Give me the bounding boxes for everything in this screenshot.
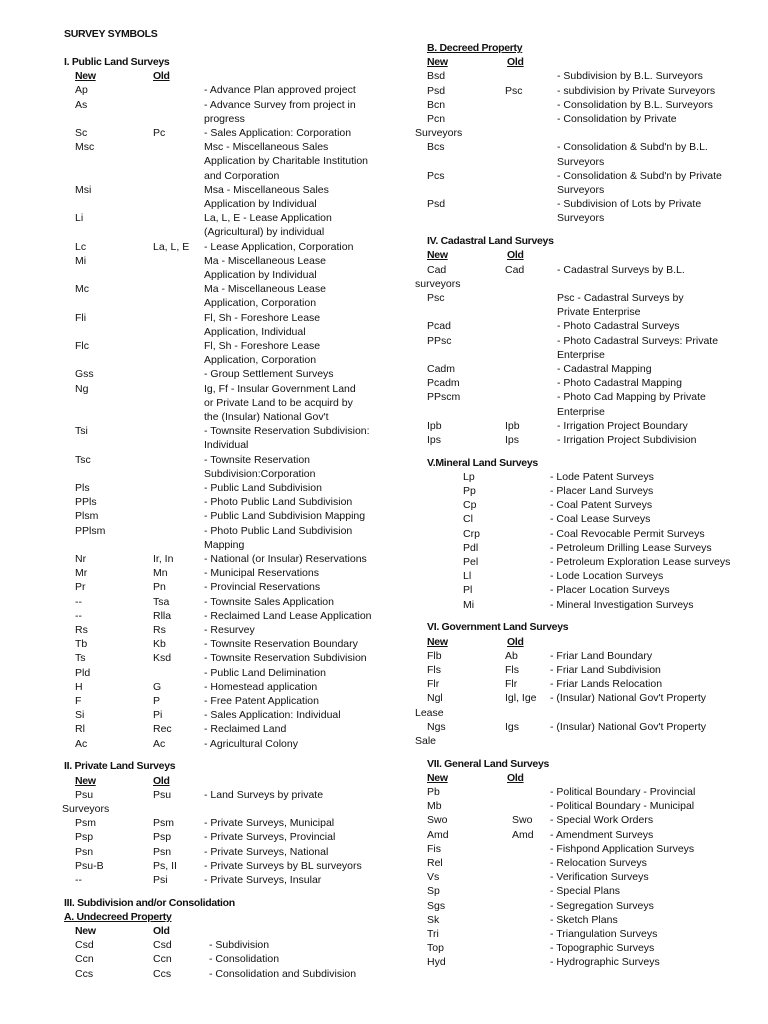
symbol-description: - Private Surveys by BL surveyors [204,859,362,872]
symbol-new: Ts [75,652,86,665]
symbol-description: - Municipal Reservations [204,567,319,580]
symbol-description: the (Insular) National Gov't [204,411,329,423]
symbol-old: Igl, Ige [505,692,537,705]
symbol-new: Amd [427,828,449,841]
symbol-new: Mr [75,567,88,580]
symbol-old: Mn [153,567,168,580]
symbol-description: - Consolidation by B.L. Surveyors [557,98,713,111]
symbol-new: Psd [427,198,446,211]
symbol-description: - Amendment Surveys [550,828,654,841]
symbol-description: Psc - Cadastral Surveys by [557,291,684,304]
section-heading: VI. Government Land Surveys [427,621,569,634]
symbol-new: Rel [427,857,443,870]
symbol-new: Psn [75,845,94,858]
symbol-description: Application, Corporation [204,297,317,310]
symbol-new: Ipb [427,419,442,432]
symbol-description: - Cadastral Mapping [557,362,652,375]
symbol-description: - Subdivision of Lots by Private [557,198,702,211]
symbol-description: - Political Boundary - Provincial [550,786,696,799]
symbol-description: - Private Surveys, Municipal [204,817,335,830]
symbol-description: - Photo Public Land Subdivision [204,524,353,537]
symbol-new: Flc [75,340,89,352]
symbol-description: - Photo Public Land Subdivision [204,496,353,509]
symbol-new: Crp [463,527,480,540]
symbol-description: - Petroleum Exploration Lease surveys [550,556,731,569]
symbol-old: La, L, E [153,240,190,253]
symbol-description: - Placer Land Surveys [550,485,654,498]
symbol-new: PPsc [427,334,452,347]
symbol-description: Lease [415,706,444,719]
symbol-description: - Consolidation and Subdivision [209,967,357,980]
symbol-new: Bsd [427,70,446,83]
symbol-description: - Townsite Reservation Boundary [204,638,358,651]
symbol-new: Gss [75,368,94,381]
symbol-old: Psm [153,817,174,830]
section-heading: V.Mineral Land Surveys [427,456,538,469]
symbol-old: Rlla [153,609,172,622]
symbol-description: - Private Surveys, Insular [204,873,322,886]
column-header-new: New [427,635,448,648]
symbol-new: Ap [75,84,88,97]
symbol-old: Ccn [153,953,172,966]
symbol-new: Pr [75,581,86,594]
symbol-description: - Consolidation & Subd'n by Private [557,169,722,182]
symbol-old: Igs [505,720,520,733]
column-header-new: New [75,70,96,83]
symbol-old: Pc [153,127,166,139]
symbol-new: Pdl [463,541,479,554]
section-heading: I. Public Land Surveys [64,56,170,68]
symbol-new: H [75,680,83,693]
symbol-description: - Homestead application [204,680,318,693]
symbol-description: - Public Land Delimination [204,666,326,679]
symbol-old: Ac [153,737,166,750]
symbol-description: Application by Charitable Institution [204,155,369,168]
symbol-new: Fis [427,842,441,855]
symbol-description: - Hydrographic Surveys [550,956,660,969]
symbol-description: Msa - Miscellaneous Sales [204,183,329,196]
symbol-new: Tri [427,928,439,941]
symbol-new: Hyd [427,956,446,969]
symbol-new: -- [75,595,82,608]
symbol-description: Surveyors [415,127,463,140]
symbol-description: - Townsite Reservation [204,453,311,466]
section-heading: B. Decreed Property [427,42,523,54]
symbol-new: F [75,695,82,707]
symbol-description: - Sales Application: Corporation [204,127,352,139]
symbol-old: Psp [153,831,172,844]
symbol-new: Msc [75,141,95,154]
column-header-old: Old [507,771,524,784]
symbol-new: Ac [75,737,88,750]
symbol-new: Fli [75,311,87,324]
symbol-description: - Consolidation by Private [557,113,677,125]
symbol-new: Si [75,709,85,722]
symbol-description: - Group Settlement Surveys [204,368,334,381]
column-header-old: Old [153,925,170,938]
symbol-description: and Corporation [204,169,280,182]
symbol-description: - (Insular) National Gov't Property [550,720,707,733]
symbol-description: Application, Corporation [204,354,317,367]
symbol-description: - (Insular) National Gov't Property [550,692,707,705]
symbol-description: - Townsite Reservation Subdivision [204,652,367,665]
symbol-new: Ll [463,570,472,583]
symbol-description: - Relocation Surveys [550,857,647,870]
column-header-old: Old [507,635,524,648]
symbol-new: Csd [75,939,94,952]
symbol-new: PPlsm [75,524,106,537]
symbol-description: - Petroleum Drilling Lease Surveys [550,541,712,554]
symbol-description: Surveyors [557,155,605,168]
symbol-description: - Subdivision [209,939,270,952]
symbol-new: -- [75,873,82,886]
symbol-new: Pcs [427,169,445,182]
symbol-old: Cad [505,263,525,276]
symbol-new: As [75,98,88,111]
section-heading: III. Subdivision and/or Consolidation [64,896,235,909]
symbol-description: - Political Boundary - Municipal [550,800,695,813]
symbol-new: Cl [463,513,473,526]
symbol-description: - Public Land Subdivision Mapping [204,510,366,523]
symbol-description: Surveyors [62,802,110,815]
symbol-description: or Private Land to be acquird by [204,396,353,409]
symbol-new: Pp [463,485,476,498]
symbol-description: - Townsite Reservation Subdivision: [204,425,370,438]
symbol-new: Swo [427,814,448,827]
symbol-description: - Cadastral Surveys by B.L. [557,263,685,276]
symbol-new: Pl [463,584,473,597]
column-header-old: Old [507,249,524,262]
symbol-new: Msi [75,183,92,196]
symbol-description: - Mineral Investigation Surveys [550,598,694,611]
symbol-new: Pls [75,482,90,494]
symbol-new: Ngs [427,720,446,733]
symbol-description: surveyors [415,277,461,290]
symbol-description: - Reclaimed Land [204,723,287,736]
symbol-new: Tb [75,638,88,651]
symbol-new: Bcn [427,98,446,111]
symbol-description: - Verification Surveys [550,871,649,884]
symbol-new: Psu-B [75,859,104,872]
symbol-new: Tsc [75,453,91,466]
symbol-old: Rs [153,624,166,636]
symbol-old: Ab [505,649,518,662]
column-header-new: New [75,925,96,938]
symbol-new: Psp [75,831,94,844]
symbol-new: Psm [75,817,96,830]
column-header-new: New [427,771,448,784]
symbol-old: Psi [153,873,168,886]
symbol-description: - Sketch Plans [550,913,618,926]
section-heading: II. Private Land Surveys [64,760,176,773]
symbol-new: Sc [75,127,88,139]
symbol-old: Ips [505,433,520,446]
symbol-description: Ig, Ff - Insular Government Land [204,382,356,395]
column-header-new: New [75,774,96,787]
symbol-description: Individual [204,439,249,452]
symbol-new: -- [75,609,82,622]
symbol-new: Fls [427,663,441,676]
symbol-new: Flr [427,678,440,691]
symbol-description: - Private Surveys, Provincial [204,831,336,844]
symbol-old: Psu [153,788,172,801]
symbol-new: Flb [427,649,442,662]
symbol-description: Ma - Miscellaneous Lease [204,283,326,296]
symbol-description: - Friar Lands Relocation [550,678,663,691]
symbol-new: Mb [427,800,442,813]
symbol-description: - Photo Cadastral Surveys: Private [557,334,719,347]
symbol-old: Ccs [153,967,172,980]
symbol-description: - Photo Cadastral Surveys [557,320,680,333]
symbol-new: Plsm [75,510,99,523]
symbol-description: Mapping [204,538,245,551]
symbol-description: - Reclaimed Land Lease Application [204,609,372,622]
symbol-description: - Coal Lease Surveys [550,513,651,526]
symbol-new: Pcadm [427,377,460,390]
column-header-old: Old [153,70,170,83]
symbol-new: Lp [463,470,475,483]
symbol-new: Sk [427,913,440,926]
symbol-new: Sgs [427,899,446,912]
symbol-description: - Resurvey [204,624,255,636]
symbol-description: - Topographic Surveys [550,942,655,955]
column-header-old: Old [153,774,170,787]
symbol-new: Mc [75,283,89,296]
symbol-new: Pld [75,666,91,679]
symbol-description: - Free Patent Application [204,695,319,707]
symbol-old: Pn [153,581,166,594]
symbol-new: Vs [427,871,440,884]
symbol-old: Pi [153,709,163,722]
symbol-new: Ips [427,433,442,446]
symbol-new: Li [75,212,84,225]
symbol-description: - Consolidation [209,953,280,966]
symbol-new: Sp [427,885,440,898]
symbol-old: Amd [512,828,534,841]
symbol-old: Swo [512,814,533,827]
symbol-description: - Triangulation Surveys [550,928,658,941]
symbol-new: Mi [75,254,87,267]
symbol-new: PPls [75,496,97,509]
symbol-new: Rs [75,624,88,636]
column-header-new: New [427,249,448,262]
symbol-old: Ir, In [153,553,174,565]
symbol-description: Private Enterprise [557,306,641,319]
symbol-new: Tsi [75,425,88,438]
symbol-new: Psd [427,84,446,97]
symbol-new: Mi [463,598,475,611]
symbol-description: Application by Individual [204,198,317,210]
symbol-old: G [153,680,162,693]
symbol-description: Ma - Miscellaneous Lease [204,254,326,267]
symbol-new: Cad [427,263,447,276]
symbol-description: - Lease Application, Corporation [204,240,354,253]
symbol-description: - Irrigation Project Boundary [557,419,688,432]
symbol-new: Cp [463,499,477,512]
symbol-description: Enterprise [557,348,605,361]
symbol-description: - Fishpond Application Surveys [550,842,695,855]
symbol-description: - Public Land Subdivision [204,482,322,494]
symbol-old: Csd [153,939,172,952]
symbol-description: - Advance Plan approved project [204,84,356,97]
symbol-description: Sale [415,734,437,747]
symbol-description: - Land Surveys by private [204,788,324,801]
symbol-new: Pcn [427,113,446,125]
symbol-description: - Agricultural Colony [204,737,298,750]
symbol-old: Flr [505,678,518,691]
symbol-old: Fls [505,663,519,676]
symbol-description: Fl, Sh - Foreshore Lease [204,311,321,324]
symbol-new: Cadm [427,362,456,375]
symbol-description: Application, Individual [204,325,306,338]
symbol-description: - Private Surveys, National [204,845,329,858]
symbol-old: P [153,695,161,707]
symbol-old: Ksd [153,652,172,665]
symbol-description: La, L, E - Lease Application [204,212,332,225]
symbol-new: Psu [75,788,94,801]
symbol-description: - Friar Land Subdivision [550,663,661,676]
symbol-new: Top [427,942,444,955]
symbol-old: Rec [153,723,172,736]
page-title: SURVEY SYMBOLS [64,28,158,40]
symbol-old: Psn [153,845,172,858]
symbol-description: - Coal Patent Surveys [550,499,653,512]
symbol-description: - subdivision by Private Surveyors [557,84,716,97]
symbol-description: - Segregation Surveys [550,899,654,912]
symbol-description: Msc - Miscellaneous Sales [204,141,329,154]
symbol-description: Enterprise [557,405,605,418]
symbol-description: - Photo Cadastral Mapping [557,377,682,390]
symbol-new: Pcad [427,320,451,333]
symbol-description: - Placer Location Surveys [550,584,670,597]
symbol-description: - Special Work Orders [550,814,654,827]
symbol-new: Pel [463,556,479,569]
section-heading: IV. Cadastral Land Surveys [427,235,554,248]
symbol-description: - Townsite Sales Application [204,595,334,608]
symbol-description: - Special Plans [550,885,621,898]
symbol-description: progress [204,112,245,125]
column-header-new: New [427,56,448,69]
symbol-description: (Agricultural) by individual [204,226,325,239]
symbol-old: Ipb [505,419,520,432]
symbol-old: Tsa [153,595,170,608]
symbol-description: - National (or Insular) Reservations [204,553,367,565]
symbol-description: Fl, Sh - Foreshore Lease [204,340,321,352]
symbol-description: - Provincial Reservations [204,581,321,594]
symbol-new: Lc [75,240,87,253]
symbol-new: Ccs [75,967,94,980]
symbol-description: - Lode Patent Surveys [550,470,654,483]
symbol-description: Surveyors [557,184,605,196]
symbol-new: Ng [75,382,89,395]
symbol-description: - Friar Land Boundary [550,649,653,662]
symbol-new: PPscm [427,391,461,404]
symbol-new: Nr [75,553,87,565]
symbol-description: - Irrigation Project Subdivision [557,433,697,446]
section-heading: A. Undecreed Property [64,910,172,923]
symbol-description: - Subdivision by B.L. Surveyors [557,70,703,83]
symbol-description: Surveyors [557,212,605,225]
symbol-new: Ngl [427,692,443,705]
symbol-new: Rl [75,723,85,736]
symbol-new: Pb [427,786,440,799]
symbol-new: Psc [427,291,445,304]
symbol-description: Application by Individual [204,269,317,281]
symbol-description: - Advance Survey from project in [204,98,356,111]
symbol-description: - Photo Cad Mapping by Private [557,391,706,404]
symbol-description: - Lode Location Surveys [550,570,664,583]
section-heading: VII. General Land Surveys [427,757,550,770]
symbol-description: - Sales Application: Individual [204,709,341,722]
symbol-new: Ccn [75,953,94,966]
symbol-old: Psc [505,84,523,97]
symbol-description: - Coal Revocable Permit Surveys [550,527,705,540]
symbol-new: Bcs [427,141,445,154]
symbol-description: Subdivision:Corporation [204,467,316,480]
symbol-old: Kb [153,638,166,651]
column-header-old: Old [507,56,524,69]
symbol-description: - Consolidation & Subd'n by B.L. [557,141,708,154]
symbol-old: Ps, II [153,859,177,872]
